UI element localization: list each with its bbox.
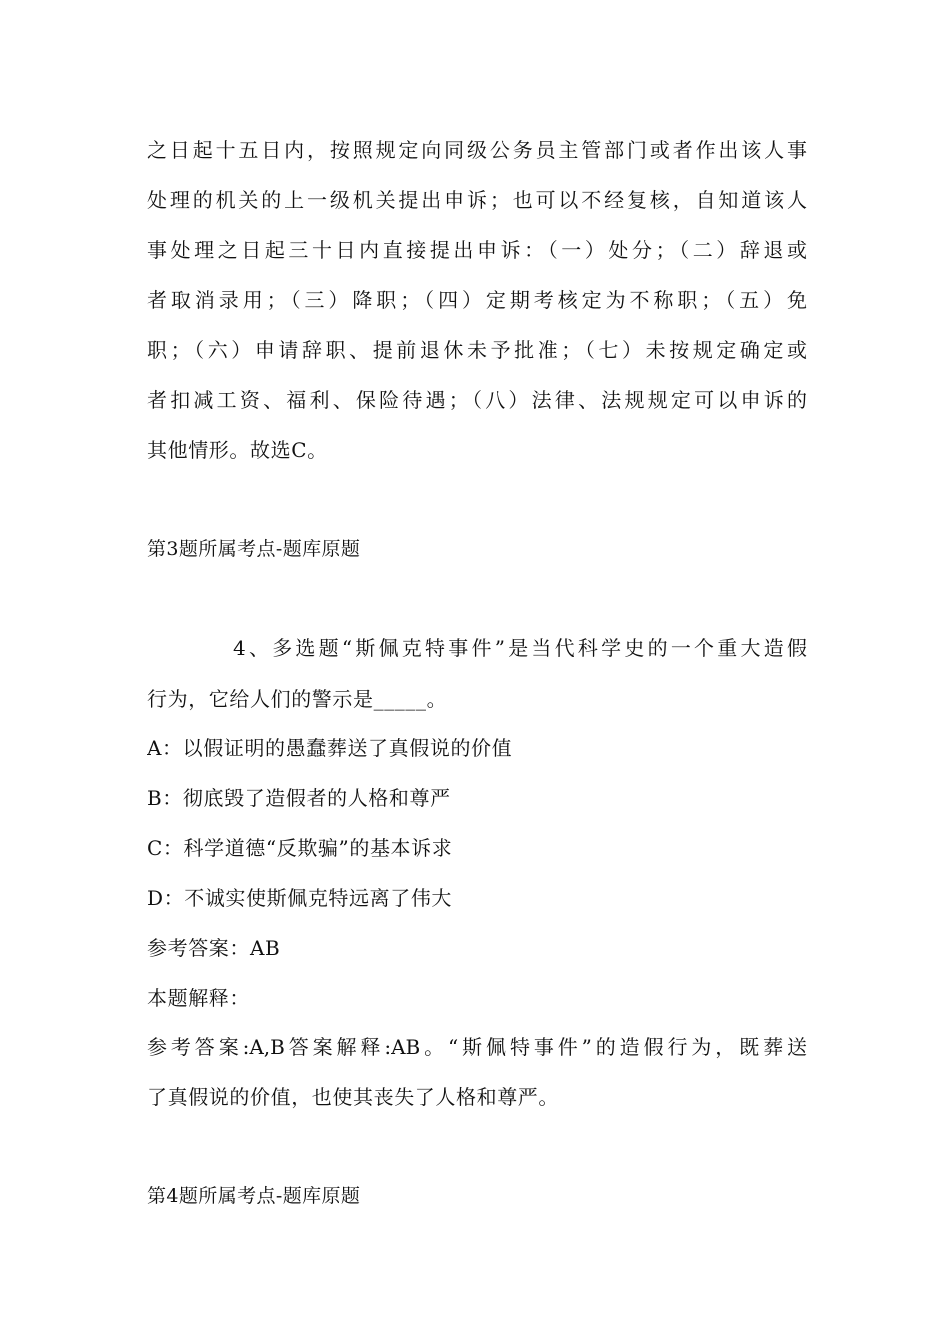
question-4-stem-line-1: 4、多选题“斯佩克特事件”是当代科学史的一个重大造假 xyxy=(233,636,807,660)
explanation-line-1: 之日起十五日内，按照规定向同级公务员主管部门或者作出该人事 xyxy=(147,138,807,162)
section-3-title: 第3题所属考点-题库原题 xyxy=(147,538,361,560)
option-b: B：彻底毁了造假者的人格和尊严 xyxy=(147,786,451,810)
explanation-line-2: 处理的机关的上一级机关提出申诉；也可以不经复核，自知道该人 xyxy=(147,188,807,212)
explanation-line-4: 者取消录用；（三）降职；（四）定期考核定为不称职；（五）免 xyxy=(147,288,807,312)
explanation-line-3: 事处理之日起三十日内直接提出申诉：（一）处分；（二）辞退或 xyxy=(147,238,807,262)
section-4-title: 第4题所属考点-题库原题 xyxy=(147,1185,361,1207)
explanation-line-7: 其他情形。故选C。 xyxy=(147,438,328,462)
explanation-label: 本题解释： xyxy=(147,986,250,1010)
explanation-line-6: 者扣减工资、福利、保险待遇；（八）法律、法规规定可以申诉的 xyxy=(147,388,807,412)
option-a: A：以假证明的愚蠢葬送了真假说的价值 xyxy=(147,736,513,760)
answer-explanation-line-2: 了真假说的价值，也使其丧失了人格和尊严。 xyxy=(147,1085,559,1109)
option-d: D：不诚实使斯佩克特远离了伟大 xyxy=(147,886,453,910)
option-c: C：科学道德“反欺骗”的基本诉求 xyxy=(147,836,453,860)
reference-answer: 参考答案：AB xyxy=(147,936,281,960)
explanation-line-5: 职；（六）申请辞职、提前退休未予批准；（七）未按规定确定或 xyxy=(147,338,807,362)
question-4-stem-line-2: 行为，它给人们的警示是_____。 xyxy=(147,687,448,711)
answer-explanation-line-1: 参考答案:A,B答案解释:AB。“斯佩特事件”的造假行为，既葬送 xyxy=(147,1035,807,1059)
